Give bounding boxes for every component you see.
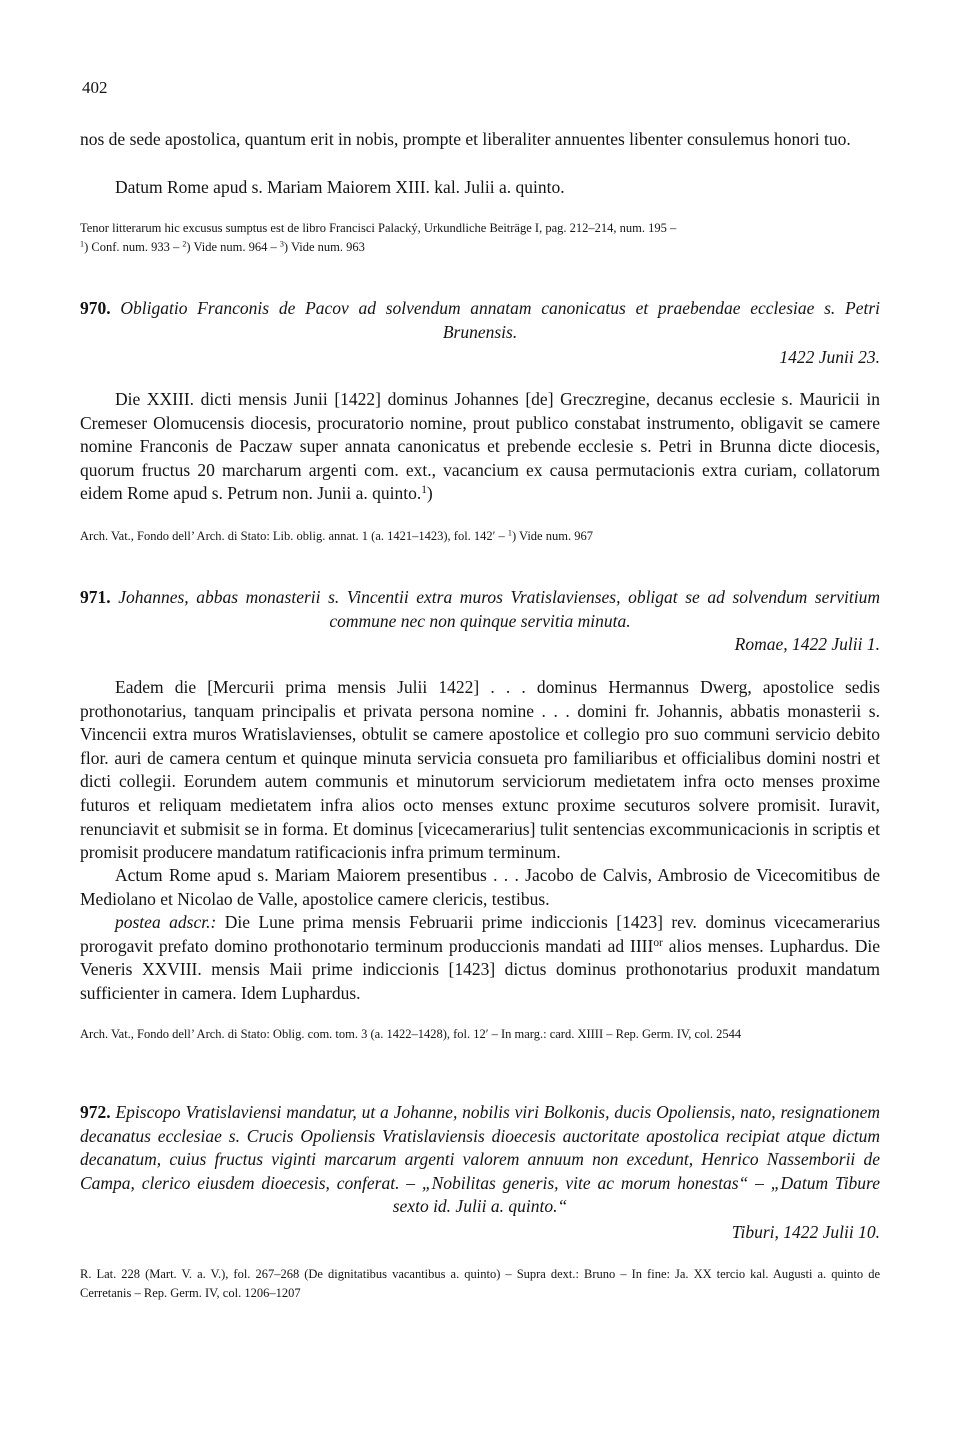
edition-note — [80, 219, 880, 257]
document-970-title: Obligatio Franconis de Pacov ad solvendum annatam canonicatus et praebendae ecclesiae s. Petri Brunensis. — [120, 298, 880, 342]
later-addition-text-end: alios menses. Luphardus. Die Veneris XXVIII. mensis Maii prime indiccionis [1423] dictus dominus prothonotarius produxit mandatum sufficienter in camera. Idem Luphardus. — [80, 935, 880, 1003]
document-972-source: R. Lat. 228 (Mart. V. a. V.), fol. 267–268 (De dignitatibus vacantibus a. quinto) – Supra dext.: Bruno – In fine: Ja. XX tercio kal. Augusti a. quinto de Cerretanis – Rep. Germ. IV, col. 1206–1207 — [80, 1267, 880, 1300]
document-970-date: 1422 Junii 23. — [779, 347, 880, 367]
document-972-number: 972. — [80, 1102, 111, 1122]
document-971-heading — [80, 586, 880, 633]
document-971-paragraph-1: Eadem die [Mercurii prima mensis Julii 1422] . . . dominus Hermannus Dwerg, apostolice sedis prothonotarius, tanquam principalis et privata persona nomine . . . domini fr. Johannis, abbatis monasterii s. Vincencii extra muros Wratislavienses, obtulit se camere apostolice et collegio pro suo communi servicio debito flor. auri de camera centum et quinque minuta servicia consueta pro familiaribus et officialibus domini nostri et dicti collegii. Eorundem autem communis et minutorum serviciorum medietatem infra octo menses proxime futuros et reliquam medietatem infra alios octo menses extunc proxime secuturos solvere promisit. Iuravit, renunciavit et submisit se in forma. Et dominus [vicecamerarius] tulit sentencias excommunicacionis in scriptis et promisit producere mandatum ratificacionis infra primum terminum. — [80, 677, 880, 863]
document-971-date: Romae, 1422 Julii 1. — [734, 634, 880, 654]
superscript-or: or — [653, 936, 663, 949]
document-971-number: 971. — [80, 587, 111, 607]
later-addition-text: Die Lune prima mensis Februarii prime indiccionis [1423] rev. dominus vicecamerarius prorogavit prefato domino prothonotario terminum produccionis mandati ad IIII — [80, 912, 881, 956]
footnote-marker: 2 — [182, 239, 187, 249]
document-970-heading — [80, 297, 880, 344]
document-972-heading — [80, 1101, 880, 1219]
later-addition-label: postea adscr.: — [115, 912, 217, 932]
footnote-marker: 3 — [279, 239, 284, 249]
dating-clause: Datum Rome apud s. Mariam Maiorem XIII. kal. Julii a. quinto. — [115, 177, 565, 197]
document-971-title: Johannes, abbas monasterii s. Vincentii extra muros Vratislavienses, obligat se ad solvendum servitium commune nec non quinque servitia minuta. — [118, 587, 880, 631]
edition-note-line1: Tenor litterarum hic excusus sumptus est de libro Francisci Palacký, Urkundliche Beiträge I, pag. 212–214, num. 195 – — [80, 221, 677, 235]
footnote-marker: 1 — [80, 239, 85, 249]
document-972-title: Episcopo Vratislaviensi mandatur, ut a Johanne, nobilis viri Bolkonis, ducis Opoliensis, nato, resignationem decanatus ecclesiae s. Crucis Opoliensis Vratislaviensis dioecesis auctoritate apostolica recipiat atque dictum decanatum, cuius fructus viginti marcarum argenti valorem annuum non excedunt, Henrico Nassemborii de Campa, clerico eiusdem dioecesis, conferat. – „Nobilitas generis, vite ac morum honestas“ – „Datum Tibure sexto id. Julii a. quinto.“ — [80, 1102, 880, 1216]
page-number: 402 — [82, 78, 108, 97]
continuation-text: nos de sede apostolica, quantum erit in nobis, prompte et liberaliter annuentes libenter consulemus honori tuo. — [80, 129, 851, 149]
document-970-body: Die XXIII. dicti mensis Junii [1422] dominus Johannes [de] Greczregine, decanus ecclesie s. Mauricii in Cremeser Olomucensis diocesis, procuratorio nomine, prout publico constabat instrumento, obligavit se camere nomine Franconis de Paczaw super annata canonicatus et prebende ecclesie s. Petri in Brunna dicte diocesis, quorum fructus 20 marcharum argenti com. ext., vacancium ex causa permutacionis extra curiam, collatorum eidem Rome apud s. Petrum non. Junii a. quinto. — [80, 389, 880, 504]
footnote-text: ) Vide num. 964 – — [186, 240, 280, 254]
document-971-paragraph-3 — [80, 911, 880, 1005]
document-970-number: 970. — [80, 298, 111, 318]
document-970-text — [80, 388, 880, 506]
source-text-end: ) Vide num. 967 — [511, 529, 593, 543]
document-971-paragraph-2: Actum Rome apud s. Mariam Maiorem presentibus . . . Jacobo de Calvis, Ambrosio de Vicecomitibus de Mediolano et Nicolao de Valle, apostolice camere clericis, testibus. — [80, 865, 880, 909]
footnote-marker: 1 — [421, 484, 427, 497]
footnote-text: ) Conf. num. 933 – — [84, 240, 183, 254]
document-970-body-end: ) — [426, 483, 433, 504]
footnote-text: ) Vide num. 963 — [283, 240, 365, 254]
document-972-date: Tiburi, 1422 Julii 10. — [731, 1222, 880, 1242]
source-text: Arch. Vat., Fondo dell’ Arch. di Stato: Lib. oblig. annat. 1 (a. 1421–1423), fol. 142′ – — [80, 529, 508, 543]
document-970-source — [80, 527, 880, 546]
document-971-source: Arch. Vat., Fondo dell’ Arch. di Stato: Oblig. com. tom. 3 (a. 1422–1428), fol. 12′ – In marg.: card. XIIII – Rep. Germ. IV, col. 2544 — [80, 1027, 742, 1041]
footnote-marker: 1 — [507, 528, 512, 538]
